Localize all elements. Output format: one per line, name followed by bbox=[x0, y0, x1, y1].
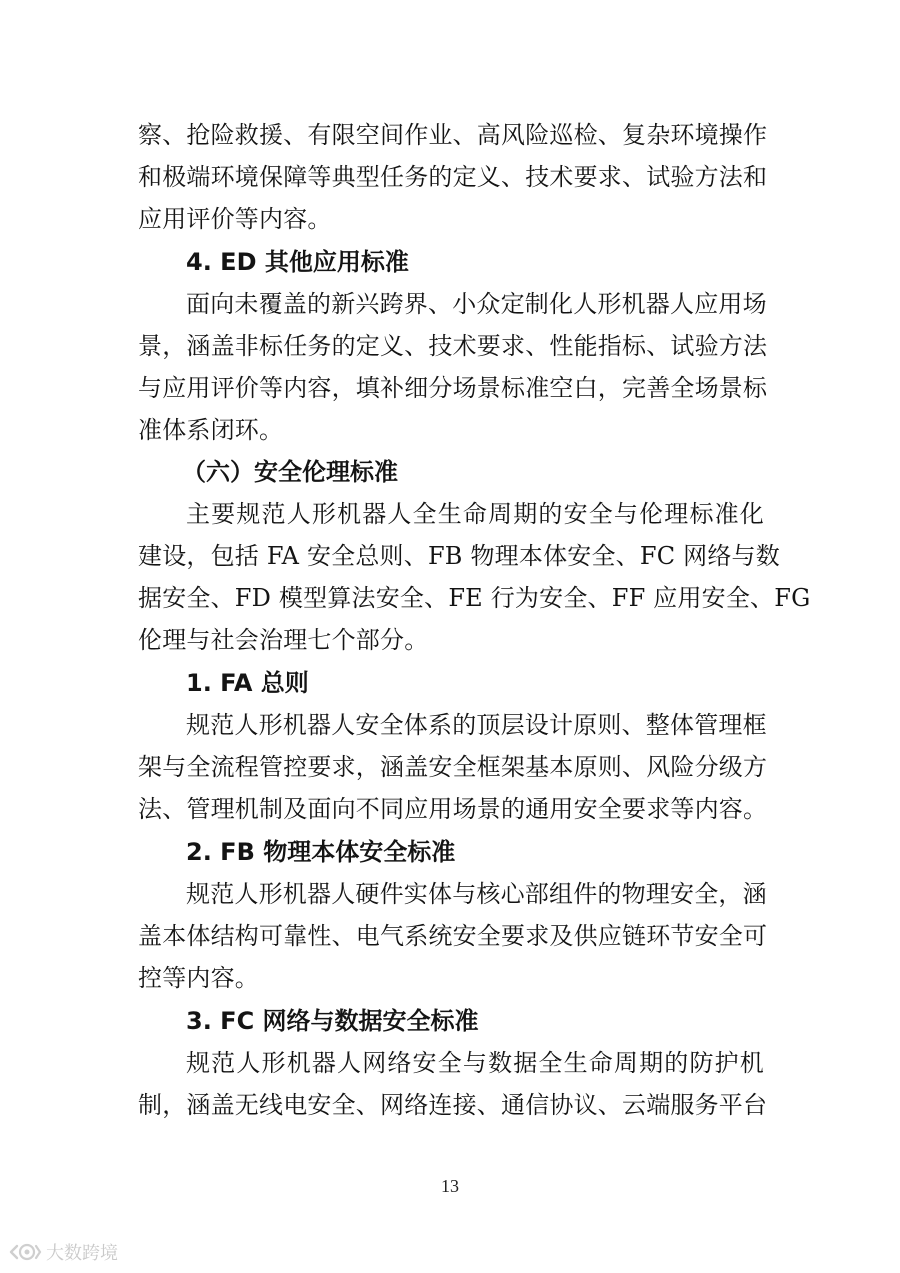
body-line: 控等内容。 bbox=[138, 964, 259, 992]
watermark bbox=[8, 1238, 118, 1266]
body-line: 规范人形机器人硬件实体与核心部组件的物理安全，涵 bbox=[186, 880, 767, 908]
body-line: 据安全、FD 模型算法安全、FE 行为安全、FF 应用安全、FG bbox=[138, 584, 811, 612]
body-line: 盖本体结构可靠性、电气系统安全要求及供应链环节安全可 bbox=[138, 922, 768, 950]
body-line: 与应用评价等内容，填补细分场景标准空白，完善全场景标 bbox=[138, 374, 768, 402]
section-heading-fb: 2. FB 物理本体安全标准 bbox=[186, 838, 456, 866]
body-line: 察、抢险救援、有限空间作业、高风险巡检、复杂环境操作 bbox=[138, 121, 768, 149]
body-line: 应用评价等内容。 bbox=[138, 205, 332, 233]
body-line: 主要规范人形机器人全生命周期的安全与伦理标准化 bbox=[186, 500, 764, 528]
body-line: 伦理与社会治理七个部分。 bbox=[138, 626, 429, 654]
section-heading-safety-ethics: （六）安全伦理标准 bbox=[182, 458, 398, 486]
body-line: 和极端环境保障等典型任务的定义、技术要求、试验方法和 bbox=[138, 163, 768, 191]
body-line: 景，涵盖非标任务的定义、技术要求、性能指标、试验方法 bbox=[138, 332, 768, 360]
body-line: 准体系闭环。 bbox=[138, 416, 284, 444]
watermark-logo-icon bbox=[8, 1240, 42, 1264]
watermark-text: 大数跨境 bbox=[46, 1243, 118, 1264]
body-line: 架与全流程管控要求，涵盖安全框架基本原则、风险分级方 bbox=[138, 753, 768, 781]
page-number: 13 bbox=[441, 1176, 459, 1196]
body-line: 建设，包括 FA 安全总则、FB 物理本体安全、FC 网络与数 bbox=[138, 542, 780, 570]
section-heading-fc: 3. FC 网络与数据安全标准 bbox=[186, 1007, 479, 1035]
body-line: 法、管理机制及面向不同应用场景的通用安全要求等内容。 bbox=[138, 795, 768, 823]
body-line: 制，涵盖无线电安全、网络连接、通信协议、云端服务平台 bbox=[138, 1091, 768, 1119]
section-heading-fa: 1. FA 总则 bbox=[186, 669, 309, 697]
body-line: 面向未覆盖的新兴跨界、小众定制化人形机器人应用场 bbox=[186, 290, 767, 318]
body-line: 规范人形机器人网络安全与数据全生命周期的防护机 bbox=[186, 1049, 764, 1077]
section-heading-ed: 4. ED 其他应用标准 bbox=[186, 248, 409, 276]
body-line: 规范人形机器人安全体系的顶层设计原则、整体管理框 bbox=[186, 711, 767, 739]
